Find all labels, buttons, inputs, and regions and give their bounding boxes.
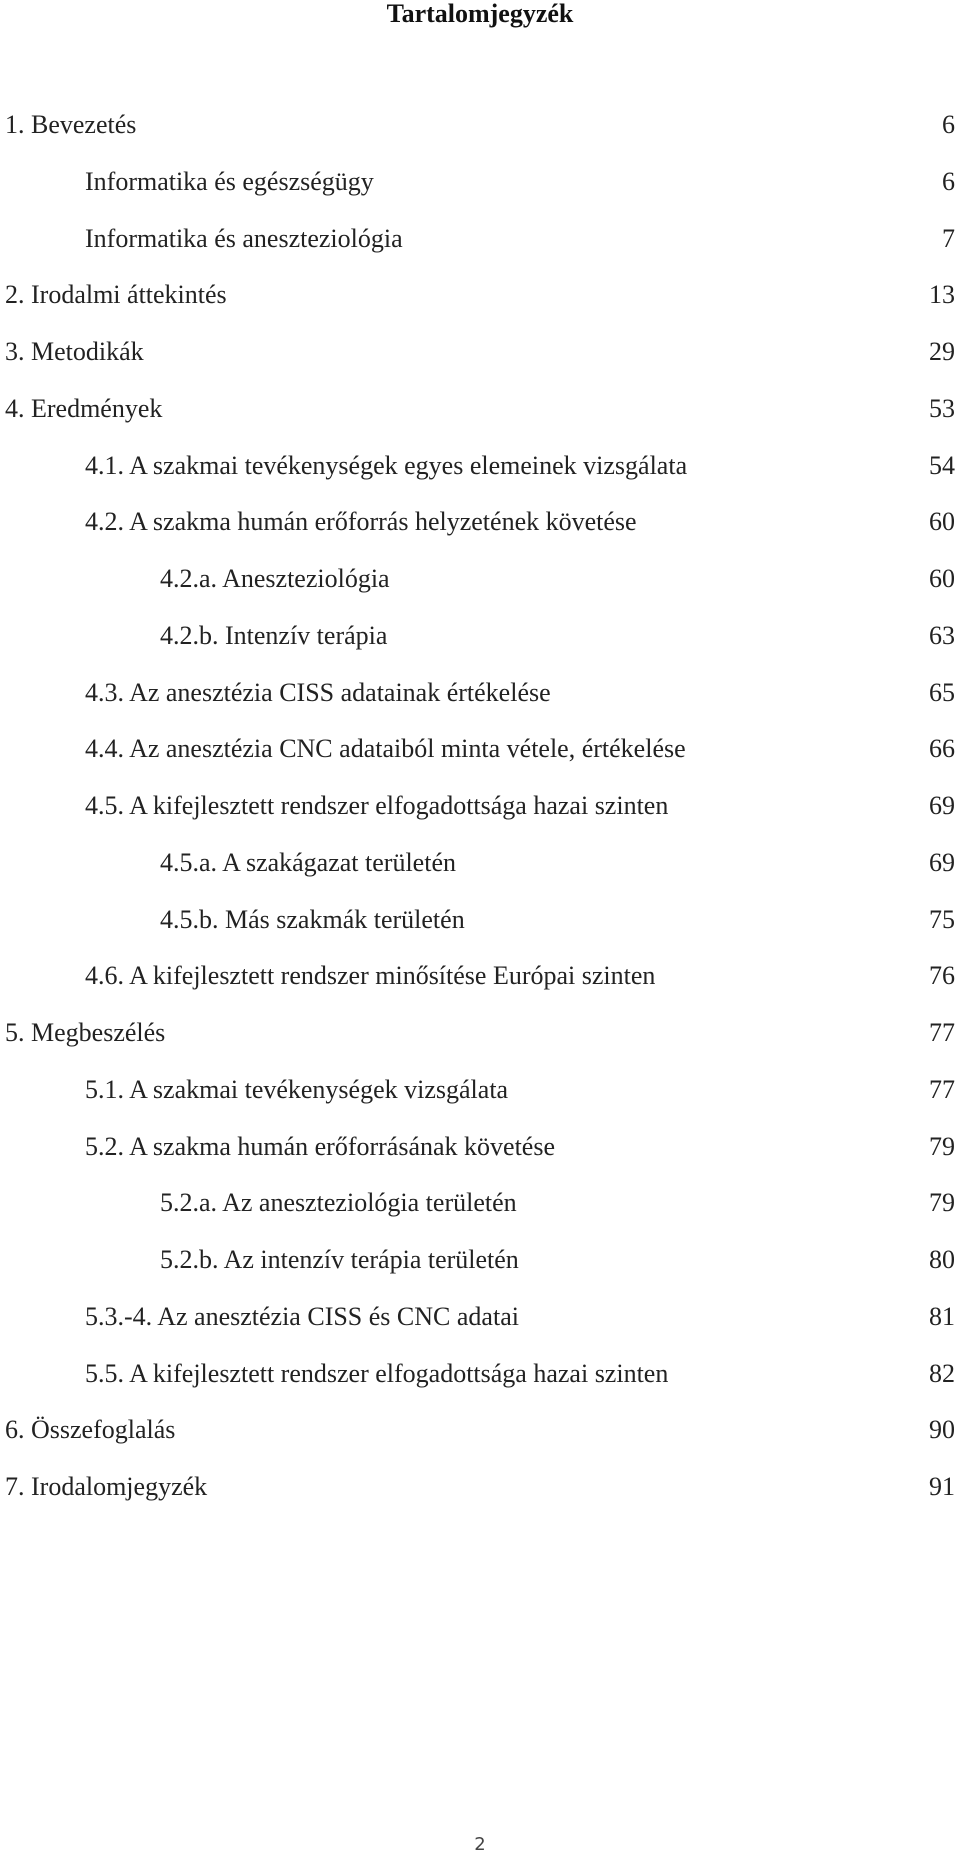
toc-entry-page: 69 [929, 791, 955, 820]
toc-entry-page: 77 [929, 1074, 955, 1104]
toc-entry[interactable] [5, 1410, 955, 1450]
toc-entry[interactable] [5, 786, 955, 826]
toc-entry-label: 5.5. A kifejlesztett rendszer elfogadottsága hazai szinten [85, 1358, 669, 1388]
toc-entry-page: 79 [929, 1188, 955, 1218]
toc-entry[interactable] [5, 956, 955, 996]
toc-entry-label: 4.5.b. Más szakmák területén [160, 904, 465, 934]
toc-entry[interactable] [5, 275, 955, 315]
toc-entry[interactable] [5, 1183, 955, 1223]
toc-entry[interactable] [5, 446, 955, 486]
toc-entry-page: 6 [942, 110, 955, 139]
toc-entry-label: 5.2. A szakma humán erőforrásának követése [85, 1131, 556, 1161]
toc-entry[interactable] [5, 1467, 955, 1507]
toc-entry-page: 82 [929, 1358, 955, 1388]
toc-entry[interactable] [5, 502, 955, 542]
toc-entry-label: 4.2.b. Intenzív terápia [160, 620, 388, 650]
toc-entry[interactable] [5, 559, 955, 599]
toc-entry-label: 6. Összefoglalás [5, 1415, 176, 1445]
page-number: 2 [474, 1834, 486, 1855]
toc-entry-label: 4.5. A kifejlesztett rendszer elfogadottsága hazai szinten [85, 791, 669, 820]
toc-entry[interactable] [5, 219, 955, 259]
toc-entry[interactable] [5, 332, 955, 372]
toc-entry-page: 66 [929, 734, 955, 764]
toc-entry-page: 75 [929, 904, 955, 934]
toc-entry-label: 3. Metodikák [5, 337, 144, 366]
toc-entry[interactable] [5, 729, 955, 769]
toc-entry[interactable] [5, 1013, 955, 1053]
toc-entry-label: 4.2.a. Aneszteziológia [160, 564, 390, 593]
toc-entry-label: 4.3. Az anesztézia CISS adatainak értékelése [85, 677, 551, 707]
toc-entry[interactable] [5, 1297, 955, 1337]
toc-entry[interactable] [5, 105, 955, 145]
toc-entry-page: 69 [929, 847, 955, 877]
toc-entry[interactable] [5, 389, 955, 429]
toc-entry[interactable] [5, 1127, 955, 1167]
toc-entry-label: 5. Megbeszélés [5, 1018, 166, 1047]
toc-entry[interactable] [5, 673, 955, 713]
toc-entry-label: 4.2. A szakma humán erőforrás helyzetének követése [85, 507, 637, 537]
toc-entry-label: 2. Irodalmi áttekintés [5, 280, 227, 310]
page-title: Tartalomjegyzék [386, 0, 574, 28]
toc-entry[interactable] [5, 1070, 955, 1110]
toc-entry-label: 5.2.b. Az intenzív terápia területén [160, 1245, 519, 1274]
toc-entry-page: 60 [929, 507, 955, 537]
toc-entry-page: 91 [929, 1472, 955, 1501]
toc-entry-page: 65 [929, 677, 955, 707]
toc-entry-page: 79 [929, 1131, 955, 1161]
toc-entry[interactable] [5, 1240, 955, 1280]
toc-entry-label: 4.5.a. A szakágazat területén [160, 847, 456, 877]
toc-entry-label: 7. Irodalomjegyzék [5, 1472, 208, 1501]
toc-entry-label: 4.6. A kifejlesztett rendszer minősítése Európai szinten [85, 961, 656, 991]
toc-entry[interactable] [5, 1354, 955, 1394]
toc-entry-page: 53 [929, 393, 955, 423]
toc-entry[interactable] [5, 162, 955, 202]
toc-entry-page: 63 [929, 620, 955, 650]
toc-entry-label: 4.4. Az anesztézia CNC adataiból minta vétele, értékelése [85, 734, 686, 764]
toc-entry-label: 1. Bevezetés [5, 110, 137, 139]
toc-entry-label: 4.1. A szakmai tevékenységek egyes elemeinek vizsgálata [85, 450, 688, 480]
toc-entry-page: 13 [929, 280, 955, 310]
toc-entry-page: 29 [929, 337, 955, 366]
toc-entry-page: 90 [929, 1415, 955, 1445]
toc-entry[interactable] [5, 900, 955, 940]
toc-entry-page: 60 [929, 564, 955, 593]
toc-entry-page: 7 [942, 223, 955, 253]
toc-entry-label: Informatika és aneszteziológia [85, 223, 403, 253]
toc-entry[interactable] [5, 843, 955, 883]
toc-entry-label: 4. Eredmények [5, 393, 163, 423]
toc-entry-page: 54 [929, 450, 955, 480]
toc-entry-page: 77 [929, 1018, 955, 1047]
toc-entry-label: Informatika és egészségügy [85, 166, 374, 196]
toc-entry-label: 5.3.-4. Az anesztézia CISS és CNC adatai [85, 1301, 519, 1331]
toc-entry-page: 81 [929, 1301, 955, 1331]
toc-entry-page: 76 [929, 961, 955, 991]
toc-entry-page: 80 [929, 1245, 955, 1274]
toc-entry[interactable] [5, 616, 955, 656]
toc-entry-page: 6 [942, 166, 955, 196]
toc-entry-label: 5.1. A szakmai tevékenységek vizsgálata [85, 1074, 509, 1104]
toc-entry-label: 5.2.a. Az aneszteziológia területén [160, 1188, 517, 1218]
